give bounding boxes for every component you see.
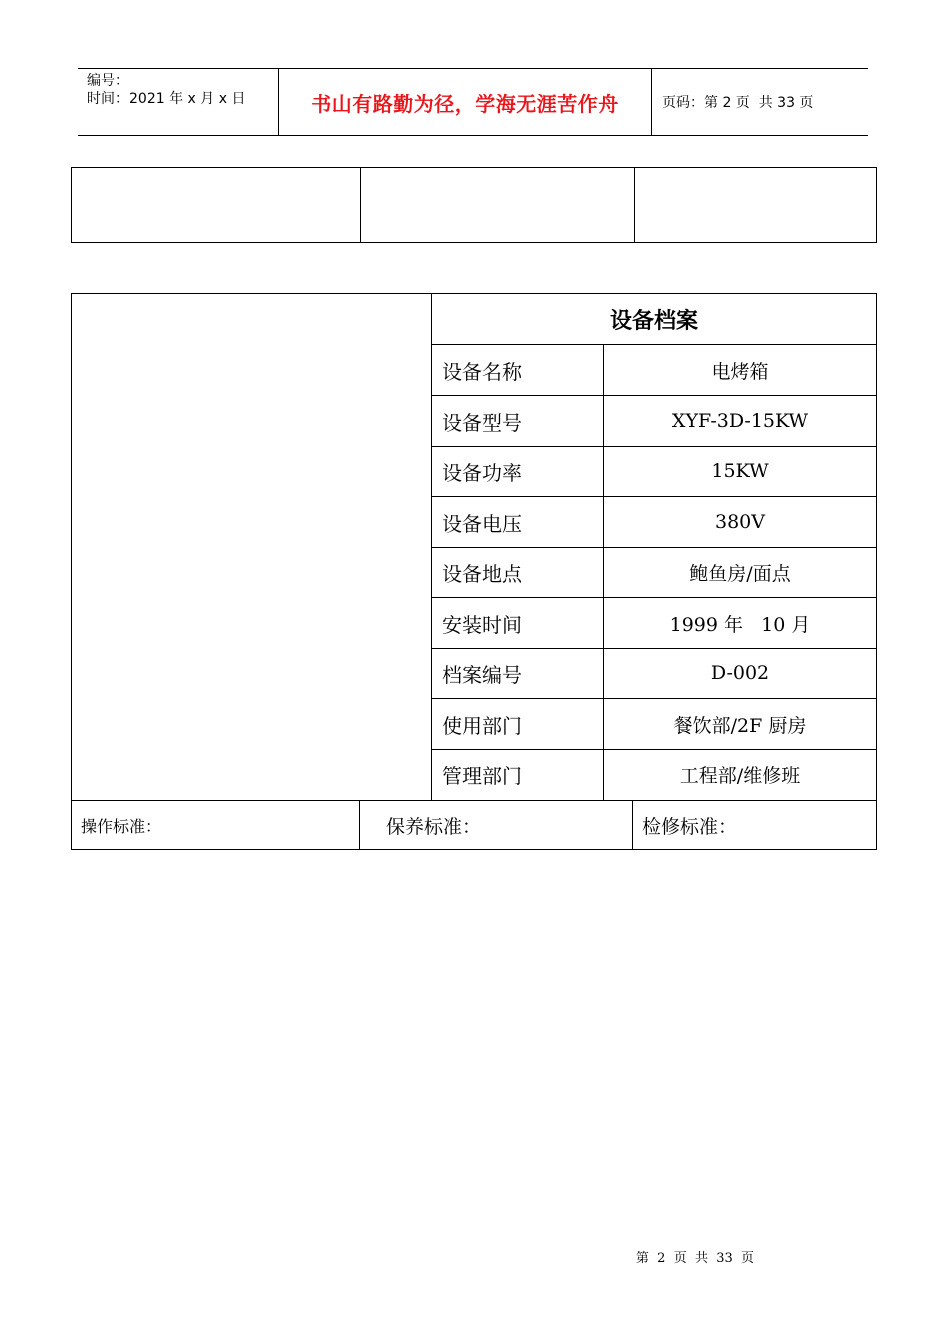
archive-row (432, 598, 876, 649)
equipment-archive-table (71, 293, 877, 850)
archive-row (432, 749, 876, 800)
row-label: 使用部门 (432, 699, 604, 749)
document-number-label: 编号： (87, 73, 129, 89)
header-motto: 书山有路勤为径，学海无涯苦作舟 (279, 69, 652, 135)
archive-row (432, 699, 876, 750)
inspection-standard-label: 检修标准： (642, 815, 738, 838)
row-label: 设备地点 (432, 547, 604, 597)
standards-row (72, 800, 876, 849)
row-label: 管理部门 (432, 749, 604, 800)
row-value: 餐饮部/2F 厨房 (673, 714, 807, 737)
row-label: 设备电压 (432, 497, 604, 547)
row-value: XYF-3D-15KW (671, 410, 809, 432)
row-value: 15KW (711, 460, 769, 482)
archive-row (432, 345, 876, 396)
row-label: 设备功率 (432, 446, 604, 496)
row-value: 电烤箱 (711, 360, 769, 383)
row-label: 设备名称 (432, 345, 604, 395)
blank-cell-3 (635, 168, 876, 242)
row-label: 安装时间 (432, 598, 604, 648)
row-value: 1999 年 10 月 (669, 613, 811, 636)
maintenance-standard-label: 保养标准： (360, 801, 633, 849)
row-value: 工程部/维修班 (679, 765, 801, 787)
page-header (78, 68, 868, 136)
archive-row (432, 396, 876, 447)
page-footer: 第 2 页 共 33 页 (635, 1251, 755, 1266)
blank-table (71, 167, 877, 243)
header-info (78, 69, 279, 135)
equipment-photo-cell (72, 294, 432, 800)
archive-row (432, 648, 876, 699)
row-value: 380V (715, 511, 765, 533)
header-page-info (652, 69, 868, 135)
archive-row (432, 547, 876, 598)
archive-row (432, 497, 876, 548)
blank-cell-2 (361, 168, 635, 242)
archive-title: 设备档案 (432, 294, 876, 345)
archive-row (432, 446, 876, 497)
operation-standard-label: 操作标准： (72, 801, 360, 849)
document-time-label: 时间：2021 年 x 月 x 日 (87, 91, 246, 107)
row-value: 鲍鱼房/面点 (689, 562, 791, 585)
row-label: 档案编号 (432, 648, 604, 698)
row-value: D-002 (710, 662, 770, 684)
row-label: 设备型号 (432, 396, 604, 446)
blank-cell-1 (72, 168, 361, 242)
header-page-label: 页码：第 2 页 共 33 页 (662, 95, 814, 111)
